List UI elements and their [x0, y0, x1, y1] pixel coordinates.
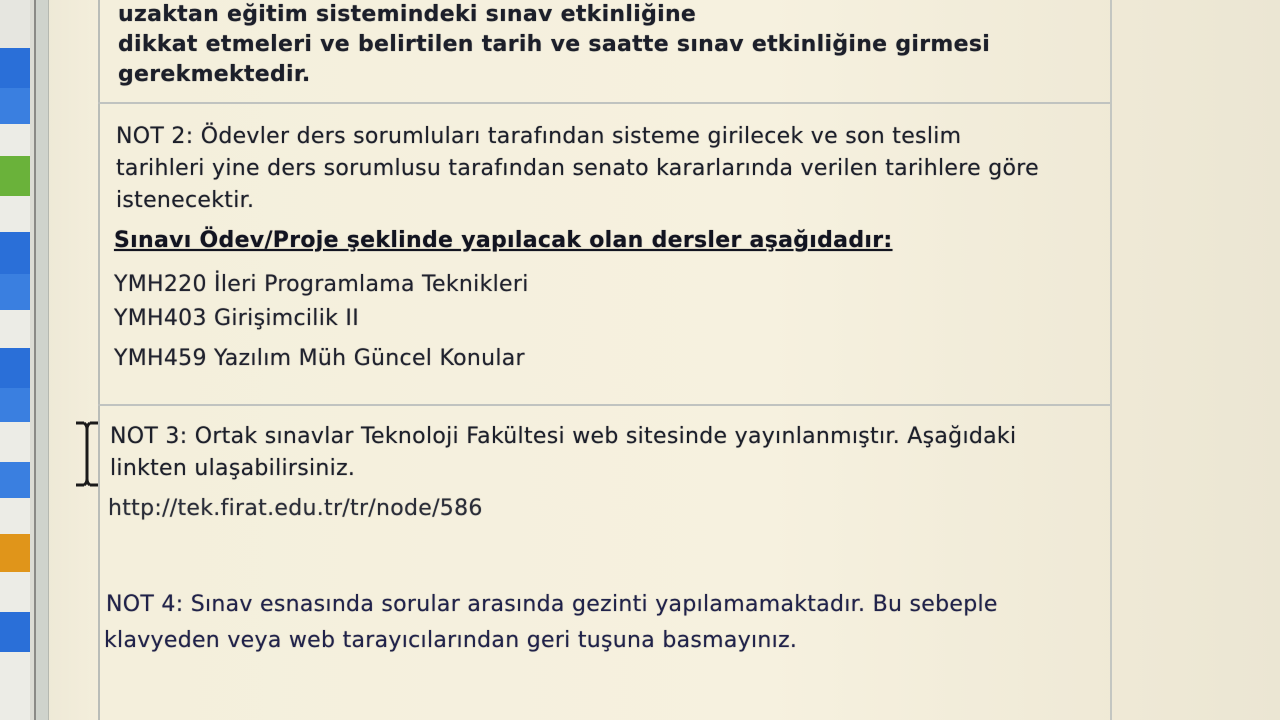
strip-cell — [0, 348, 30, 389]
note2-line3: istenecektir. — [116, 188, 255, 213]
strip-cell — [0, 196, 30, 233]
note2-line2: tarihleri yine ders sorumlusu tarafından senato kararlarında verilen tarihlere göre — [116, 156, 1039, 181]
course-item: YMH403 Girişimcilik II — [114, 306, 360, 331]
strip-cell — [0, 534, 30, 573]
strip-cell — [0, 88, 30, 125]
strip-cell — [0, 274, 30, 311]
section-divider — [98, 102, 1110, 104]
strip-cell — [0, 156, 30, 197]
note1-line3: gerekmektedir. — [118, 62, 311, 87]
strip-cell — [0, 48, 30, 89]
section-divider — [98, 404, 1110, 406]
strip-cell — [0, 310, 30, 349]
note3-line1: NOT 3: Ortak sınavlar Teknoloji Fakültesi web sitesinde yayınlanmıştır. Aşağıdaki — [110, 424, 1017, 449]
strip-cell — [0, 652, 30, 720]
exam-homework-heading: Sınavı Ödev/Proje şeklinde yapılacak olan dersler aşağıdadır: — [114, 228, 893, 253]
strip-cell — [0, 388, 30, 423]
strip-cell — [0, 232, 30, 275]
strip-cell — [0, 422, 30, 463]
note3-line2: linkten ulaşabilirsiniz. — [110, 456, 356, 481]
exam-schedule-link[interactable]: http://tek.firat.edu.tr/tr/node/586 — [108, 496, 483, 521]
note4-line2: klavyeden veya web tarayıcılarından geri tuşuna basmayınız. — [104, 628, 798, 653]
strip-cell — [0, 462, 30, 499]
page-border-left — [98, 0, 100, 720]
strip-cell — [0, 0, 30, 49]
note1-line2: dikkat etmeleri ve belirtilen tarih ve saatte sınav etkinliğine girmesi — [118, 32, 991, 57]
note4-line1: NOT 4: Sınav esnasında sorular arasında gezinti yapılamamaktadır. Bu sebeple — [106, 592, 998, 617]
left-cell-strip — [0, 0, 36, 720]
strip-cell — [0, 572, 30, 613]
course-item: YMH220 İleri Programlama Teknikleri — [114, 272, 529, 297]
note2-line1: NOT 2: Ödevler ders sorumluları tarafından sisteme girilecek ve son teslim — [116, 124, 962, 149]
note1-line1: uzaktan eğitim sistemindeki sınav etkinliğine — [118, 2, 697, 27]
margin-gutter — [36, 0, 49, 720]
strip-cell — [0, 612, 30, 653]
course-item: YMH459 Yazılım Müh Güncel Konular — [114, 346, 525, 371]
strip-cell — [0, 498, 30, 535]
strip-cell — [0, 124, 30, 157]
text-cursor-icon — [72, 420, 102, 488]
page-border-right — [1110, 0, 1112, 720]
